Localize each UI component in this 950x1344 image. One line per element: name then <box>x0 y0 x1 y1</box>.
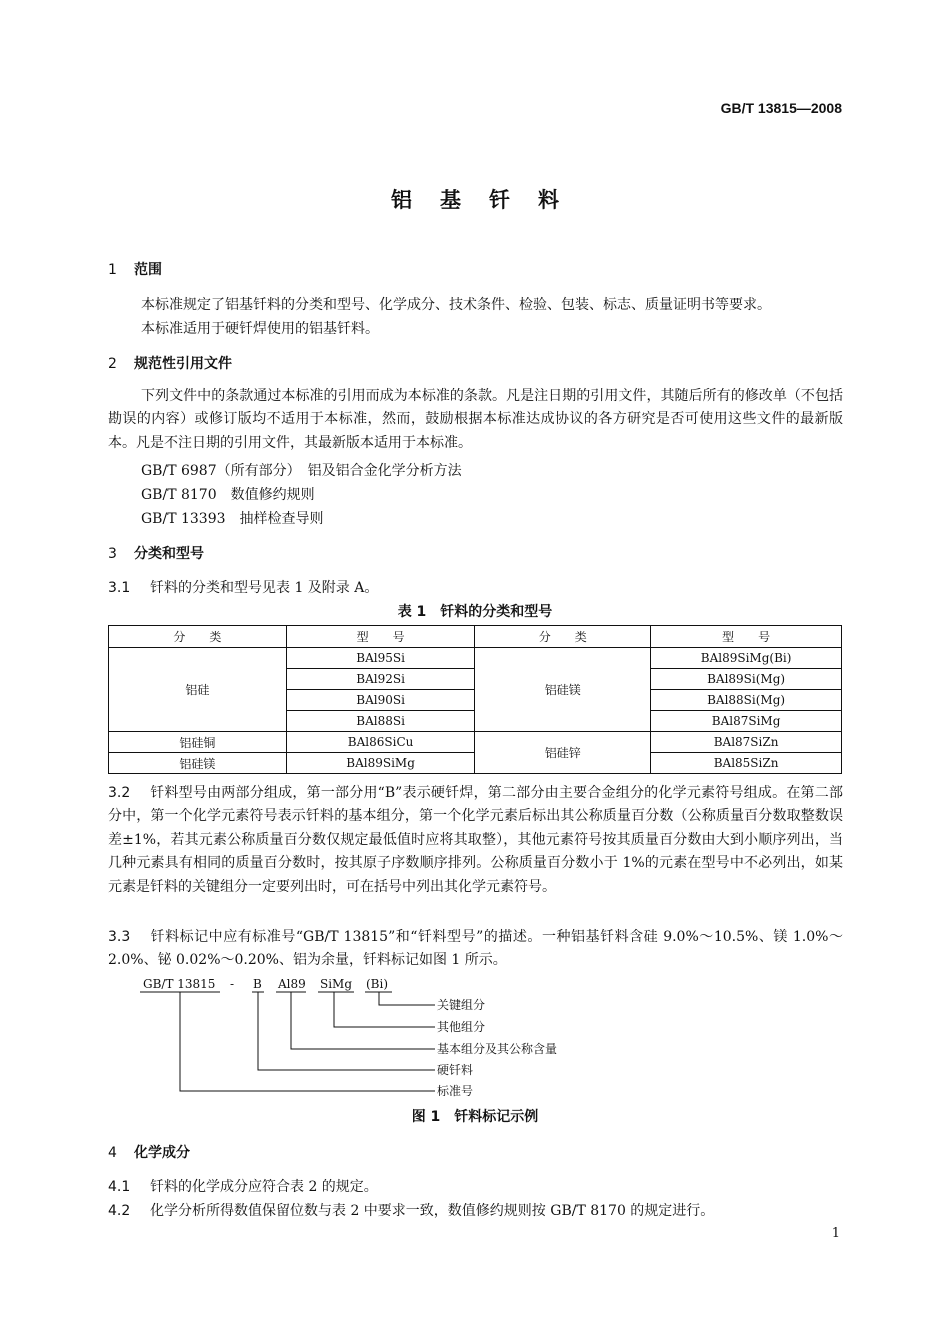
marking-al: Al89 <box>278 977 306 991</box>
paragraph: 本标准规定了铝基钎料的分类和型号、化学成分、技术条件、检验、包装、标志、质量证明书等要求。 <box>141 297 771 313</box>
section-title: 范围 <box>134 262 162 278</box>
category-cell: 铝硅锌 <box>475 732 651 774</box>
reference-code: GB/T 8170 <box>141 487 217 503</box>
clause-number: 4.1 <box>108 1179 131 1195</box>
type-cell: BAl89SiMg <box>286 753 475 774</box>
section-number: 3 <box>108 546 117 562</box>
marking-dash: - <box>230 977 235 991</box>
table-row <box>109 648 842 669</box>
clause-text: 钎料标记中应有标准号“GB/T 13815”和“钎料型号”的描述。一种铝基钎料含硅 9.0%～10.5%、镁 1.0%～2.0%、铋 0.02%～0.20%、铝为余量，钎料标记如图 1 所示。 <box>108 929 843 969</box>
type-cell: BAl86SiCu <box>286 732 475 753</box>
type-cell: BAl85SiZn <box>651 753 842 774</box>
reference-title: 抽样检查导则 <box>239 511 324 527</box>
clause-number: 3.2 <box>108 785 131 801</box>
clause-3-1 <box>108 577 378 597</box>
section-3-heading <box>108 543 204 563</box>
header-cell: 分 类 <box>475 626 651 648</box>
reference-code: GB/T 6987（所有部分） <box>141 463 294 479</box>
marking-simg: SiMg <box>320 977 353 991</box>
label-base-component: 基本组分及其公称含量 <box>437 1042 558 1056</box>
paragraph: 下列文件中的条款通过本标准的引用而成为本标准的条款。凡是注日期的引用文件，其随后所有的修改单（不包括勘误的内容）或修订版均不适用于本标准，然而，鼓励根据本标准达成协议的各方研究是否可使用这些文件的最新版本。凡是不注日期的引用文件，其最新版本适用于本标准。 <box>108 388 843 451</box>
type-cell: BAl87SiMg <box>651 711 842 732</box>
section-number: 1 <box>108 262 117 278</box>
type-cell: BAl92Si <box>286 669 475 690</box>
clause-3-3 <box>108 926 843 973</box>
reference-item <box>141 484 315 504</box>
category-cell: 铝硅 <box>109 648 287 732</box>
clause-4-1 <box>108 1176 378 1196</box>
clause-number: 4.2 <box>108 1203 131 1219</box>
reference-title: 数值修约规则 <box>230 487 315 503</box>
type-cell: BAl90Si <box>286 690 475 711</box>
reference-item <box>141 460 462 480</box>
section-number: 4 <box>108 1145 117 1161</box>
type-cell: BAl89Si(Mg) <box>651 669 842 690</box>
clause-text: 化学分析所得数值保留位数与表 2 中要求一致，数值修约规则按 GB/T 8170 的规定进行。 <box>150 1203 715 1219</box>
table-1-caption: 表 1 钎料的分类和型号 <box>397 604 553 620</box>
section-number: 2 <box>108 356 117 372</box>
section-title: 化学成分 <box>134 1145 190 1161</box>
type-cell: BAl87SiZn <box>651 732 842 753</box>
page-title: 铝基钎料 <box>391 188 587 212</box>
section-2-heading <box>108 353 232 373</box>
header-cell: 型 号 <box>651 626 842 648</box>
label-hard-solder: 硬钎料 <box>437 1063 474 1077</box>
figure-1-diagram <box>140 975 600 1100</box>
reference-item <box>141 508 324 528</box>
label-other-component: 其他组分 <box>437 1020 486 1034</box>
category-cell: 铝硅镁 <box>475 648 651 732</box>
clause-number: 3.1 <box>108 580 131 596</box>
clause-text: 钎料的化学成分应符合表 2 的规定。 <box>150 1179 378 1195</box>
header-cell: 型 号 <box>286 626 475 648</box>
table-1 <box>108 625 842 774</box>
table-row <box>109 732 842 753</box>
reference-code: GB/T 13393 <box>141 511 226 527</box>
header-cell: 分 类 <box>109 626 287 648</box>
marking-std: GB/T 13815 <box>143 977 216 991</box>
reference-title: 铝及铝合金化学分析方法 <box>307 463 462 479</box>
clause-3-2 <box>108 782 843 899</box>
category-cell: 铝硅铜 <box>109 732 287 753</box>
section-title: 规范性引用文件 <box>134 356 232 372</box>
category-cell: 铝硅镁 <box>109 753 287 774</box>
clause-4-2 <box>108 1200 714 1220</box>
section-1-heading <box>108 259 162 279</box>
type-cell: BAl88Si <box>286 711 475 732</box>
type-cell: BAl89SiMg(Bi) <box>651 648 842 669</box>
clause-number: 3.3 <box>108 929 131 945</box>
clause-text: 钎料型号由两部分组成，第一部分用“B”表示硬钎焊，第二部分由主要合金组分的化学元素符号组成。在第二部分中，第一个化学元素符号表示钎料的基本组分，第一个化学元素后标出其公称质量百分数（公称质量百分数取整数误差±1%，若其元素公称质量百分数仅规定最低值时应将其取整），其他元素符号按其质量百分数由大到小顺序列出，当几种元素具有相同的质量百分数时，按其原子序数顺序排列。公称质量百分数小于 1%的元素在型号中不必列出，如某元素是钎料的关键组分一定要列出时，可在括号中列出其化学元素符号。 <box>108 785 843 895</box>
paragraph: 本标准适用于硬钎焊使用的铝基钎料。 <box>141 321 379 337</box>
marking-b: B <box>253 977 262 991</box>
figure-1-caption: 图 1 钎料标记示例 <box>411 1109 539 1125</box>
label-key-component: 关键组分 <box>437 998 486 1012</box>
section-title: 分类和型号 <box>134 546 204 562</box>
type-cell: BAl95Si <box>286 648 475 669</box>
clause-text: 钎料的分类和型号见表 1 及附录 A。 <box>150 580 379 596</box>
table-header-row <box>109 626 842 648</box>
type-cell: BAl88Si(Mg) <box>651 690 842 711</box>
page-number: 1 <box>831 1226 840 1241</box>
standard-number: GB/T 13815—2008 <box>720 100 842 116</box>
section-4-heading <box>108 1142 190 1162</box>
marking-bi: (Bi) <box>366 977 389 991</box>
label-standard-no: 标准号 <box>437 1084 474 1098</box>
